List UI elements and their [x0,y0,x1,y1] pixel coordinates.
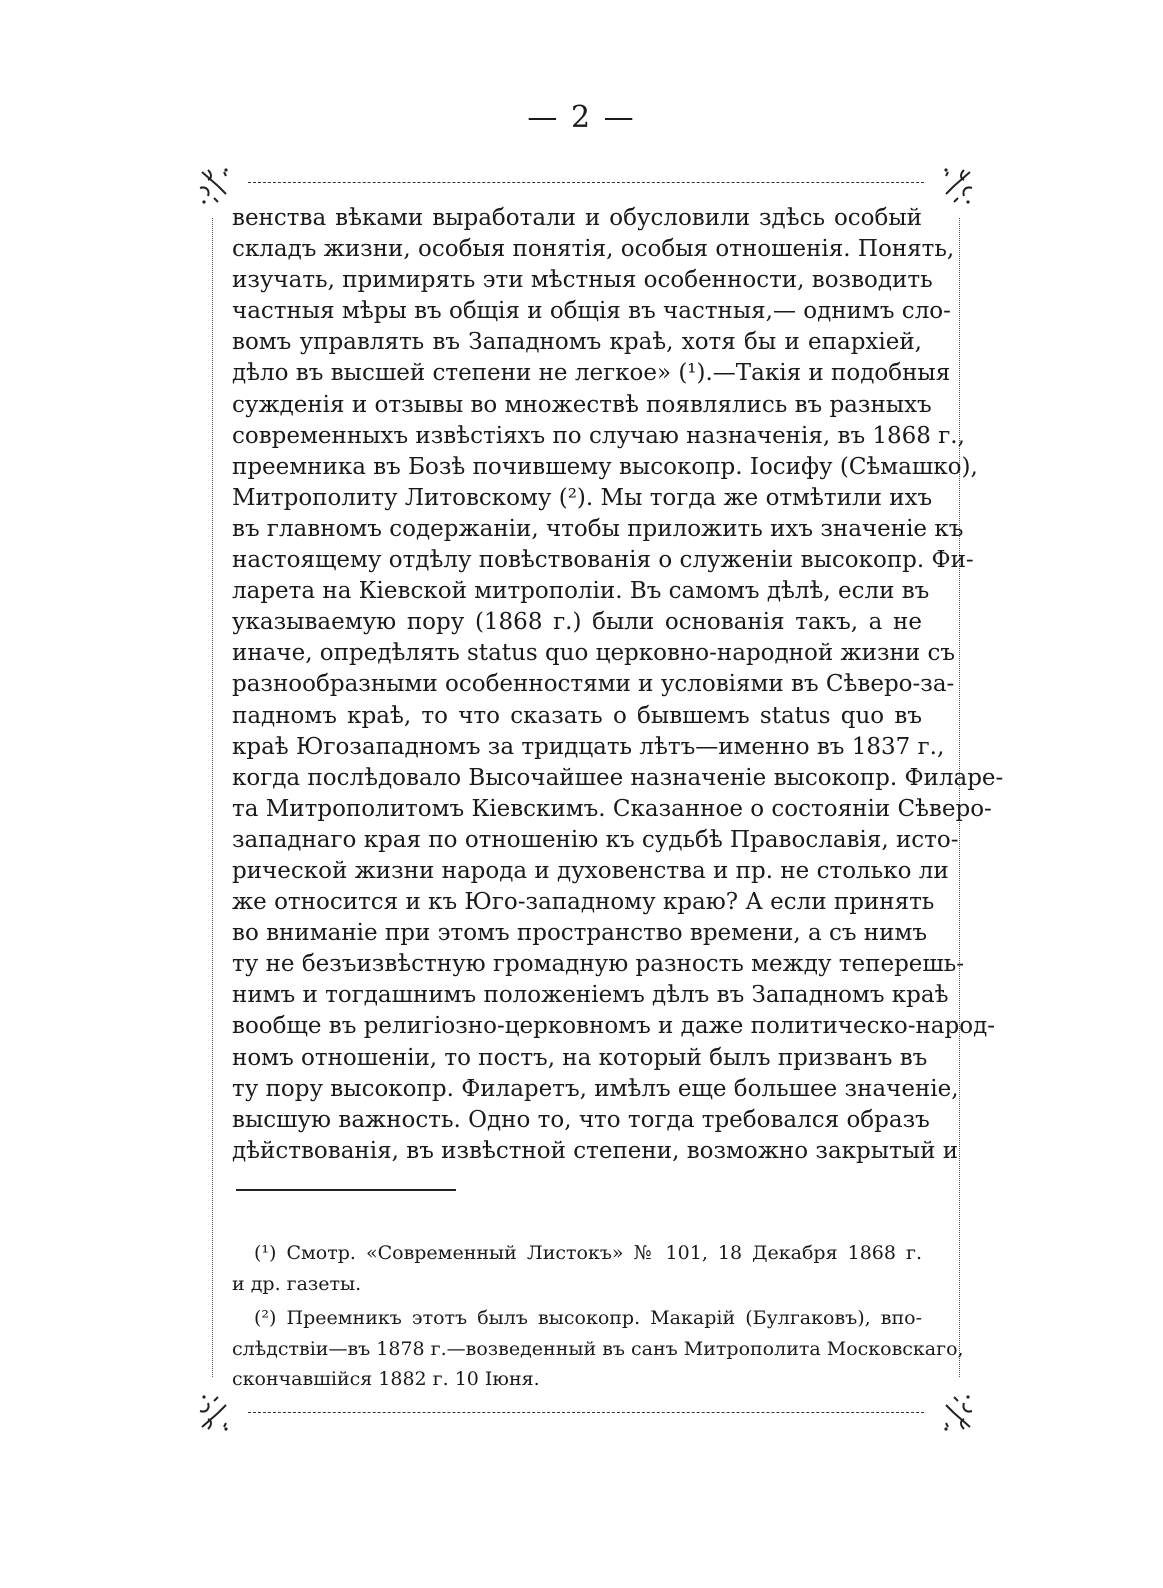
text-line: указываемую пору (1868 г.) были основанія такъ, а не [232,609,922,636]
text-line: венства вѣками выработали и обусловили здѣсь особый [232,205,922,231]
text-line: въ главномъ содержаніи, чтобы приложить ихъ значеніе къ [232,515,964,542]
footnote-1-line: и др. газеты. [232,1272,362,1295]
text-line: же относится и къ Юго-западному краю? А если принять [232,889,935,916]
main-text [232,203,1004,1167]
text-line: частныя мѣры въ общія и общія въ частныя,— однимъ сло- [232,298,951,325]
text-line: иначе, опредѣлять status quo церковно-народной жизни съ [232,640,956,667]
text-line: ларета на Кіевской митрополіи. Въ самомъ дѣлѣ, если въ [232,578,930,605]
text-line: разнообразными особенностями и условіями въ Сѣверо-за- [232,671,955,698]
footnotes [232,1238,964,1395]
text-line: высшую важность. Одно то, что тогда требовался образъ [232,1106,930,1133]
text-line: западнаго края по отношенію къ судьбѣ Православія, исто- [232,826,959,853]
page-number: — 2 — [527,100,636,135]
text-line: сужденія и отзывы во множествѣ появлялись въ разныхъ [232,391,932,418]
corner-ornament-icon [932,1391,976,1435]
footnote-2-line: скончавшійся 1882 г. 10 Іюня. [232,1368,540,1390]
text-line: Митрополиту Литовскому (²). Мы тогда же отмѣтили ихъ [232,484,933,511]
corner-ornament-icon [196,1391,240,1435]
text-line: складъ жизни, особыя понятія, особыя отношенія. Понять, [232,236,955,263]
frame-left-rule [212,218,213,1377]
text-line: ту не безъизвѣстную громадную разность между теперешь- [232,951,965,978]
footnote-2-line: слѣдствіи—въ 1878 г.—возведенный въ санъ Митрополита Московскаго, [232,1337,964,1360]
footnote-1-line: (¹) Смотр. «Современный Листокъ» № 101, 18 Декабря 1868 г. [254,1242,922,1264]
footnote-2-line: (²) Преемникъ этотъ былъ высокопр. Макарій (Булгаковъ), впо- [254,1307,922,1329]
text-line: рической жизни народа и духовенства и пр. не столько ли [232,857,949,884]
text-line: нимъ и тогдашнимъ положеніемъ дѣлъ въ Западномъ краѣ [232,982,949,1009]
text-line: вомъ управлять въ Западномъ краѣ, хотя бы и епархіей, [232,329,922,356]
text-line: когда послѣдовало Высочайшее назначеніе высокопр. Филаре- [232,764,1004,791]
text-line: дѣйствованія, въ извѣстной степени, возможно закрытый и [232,1137,959,1164]
text-line: дѣло въ высшей степени не легкое» (¹).—Такія и подобныя [232,360,951,387]
text-line: современныхъ извѣстіяхъ по случаю назначенія, въ 1868 г., [232,422,965,449]
text-line: краѣ Югозападномъ за тридцать лѣтъ—именно въ 1837 г., [232,733,945,760]
text-line: изучать, примирять эти мѣстныя особенности, возводить [232,267,933,294]
text-line: та Митрополитомъ Кіевскимъ. Сказанное о состояніи Сѣверо- [232,795,992,822]
frame-top-rule [248,182,924,183]
text-line: номъ отношеніи, то постъ, на который былъ призванъ въ [232,1044,928,1071]
footnote-separator [236,1189,456,1191]
frame-bottom-rule [248,1412,924,1413]
text-line: во вниманіе при этомъ пространство времени, а съ нимъ [232,920,927,947]
corner-ornament-icon [196,164,240,208]
corner-ornament-icon [932,164,976,208]
text-line: вообще въ религіозно-церковномъ и даже политическо-народ- [232,1013,996,1040]
text-line: преемника въ Бозѣ почившему высокопр. Іосифу (Сѣмашко), [232,453,978,480]
text-line: падномъ краѣ, то что сказать о бывшемъ status quo въ [232,702,922,729]
text-line: ту пору высокопр. Филаретъ, имѣлъ еще большее значеніе, [232,1075,959,1102]
text-line: настоящему отдѣлу повѣствованія о служеніи высокопр. Фи- [232,547,974,574]
